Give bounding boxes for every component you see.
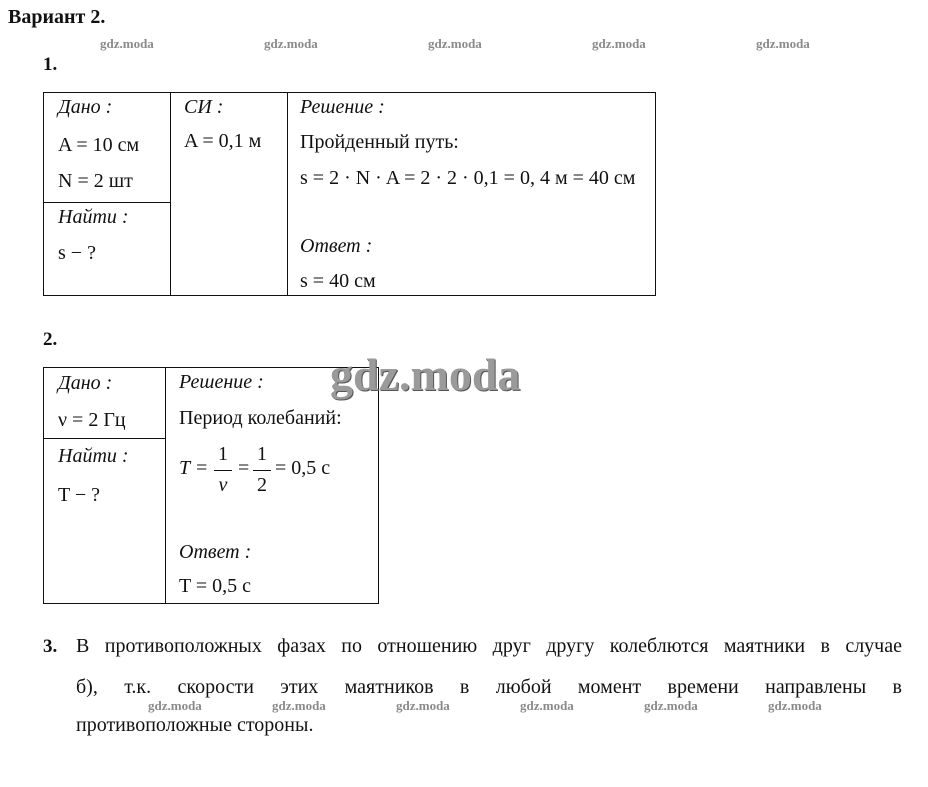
formula-equals: = bbox=[238, 457, 250, 479]
given-header: Дано : bbox=[58, 96, 113, 118]
watermark: gdz.moda bbox=[100, 36, 154, 51]
solution-text: Период колебаний: bbox=[179, 407, 342, 429]
watermark: gdz.moda bbox=[272, 698, 326, 713]
watermark-large: gdz.moda bbox=[330, 349, 521, 400]
divider bbox=[287, 92, 288, 296]
formula-rhs: = 0,5 с bbox=[275, 457, 331, 479]
divider bbox=[170, 92, 171, 296]
si-header: СИ : bbox=[184, 96, 224, 118]
watermark: gdz.moda bbox=[644, 698, 698, 713]
formula-lhs: T = bbox=[179, 457, 209, 479]
answer-value: T = 0,5 с bbox=[179, 575, 252, 597]
task-number: 3. bbox=[43, 636, 58, 657]
solution-formula: s = 2 · N · A = 2 · 2 · 0,1 = 0, 4 м = 40 см bbox=[300, 167, 636, 189]
si-value: A = 0,1 м bbox=[184, 130, 262, 152]
given-header: Дано : bbox=[58, 372, 113, 394]
task-number: 1. bbox=[43, 54, 58, 75]
find-header: Найти : bbox=[58, 445, 129, 467]
task1-table bbox=[43, 92, 656, 296]
fraction-bar bbox=[253, 470, 271, 471]
watermark: gdz.moda bbox=[520, 698, 574, 713]
solution-header: Решение : bbox=[300, 96, 385, 118]
watermark: gdz.moda bbox=[264, 36, 318, 51]
fraction-bar bbox=[214, 470, 232, 471]
given-value: N = 2 шт bbox=[58, 170, 133, 192]
watermark: gdz.moda bbox=[396, 698, 450, 713]
solution-text: Пройденный путь: bbox=[300, 131, 459, 153]
watermark: gdz.moda bbox=[756, 36, 810, 51]
fraction-denominator: 2 bbox=[257, 474, 267, 496]
find-value: s − ? bbox=[58, 242, 96, 264]
fraction-denominator: ν bbox=[218, 474, 228, 496]
paragraph-line: б), т.к. скорости этих маятников в любой момент времени направлены в bbox=[76, 676, 902, 698]
paragraph-line: В противоположных фазах по отношению друг другу колеблются маятники в случае bbox=[76, 635, 902, 657]
watermark: gdz.moda bbox=[428, 36, 482, 51]
answer-value: s = 40 см bbox=[300, 270, 376, 292]
watermark: gdz.moda bbox=[768, 698, 822, 713]
divider bbox=[165, 367, 166, 604]
watermark: gdz.moda bbox=[592, 36, 646, 51]
given-value: ν = 2 Гц bbox=[58, 409, 126, 431]
task-number: 2. bbox=[43, 329, 58, 350]
page-title: Вариант 2. bbox=[8, 6, 106, 28]
divider bbox=[43, 438, 165, 439]
divider bbox=[43, 202, 170, 203]
answer-header: Ответ : bbox=[179, 541, 252, 563]
watermark: gdz.moda bbox=[148, 698, 202, 713]
paragraph-line: противоположные стороны. bbox=[76, 714, 314, 736]
solution-header: Решение : bbox=[179, 371, 264, 393]
find-value: T − ? bbox=[58, 484, 101, 506]
answer-header: Ответ : bbox=[300, 235, 373, 257]
fraction-numerator: 1 bbox=[218, 443, 228, 465]
fraction-numerator: 1 bbox=[257, 443, 267, 465]
given-value: A = 10 см bbox=[58, 134, 140, 156]
find-header: Найти : bbox=[58, 206, 129, 228]
